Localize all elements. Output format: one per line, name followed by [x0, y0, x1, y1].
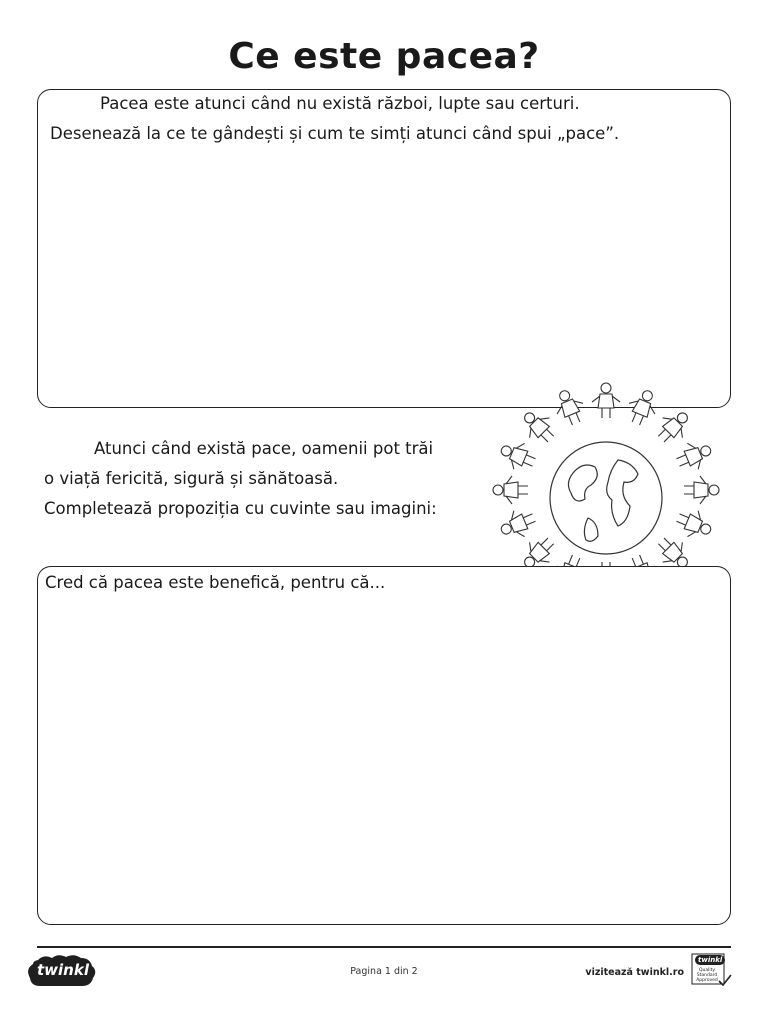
- person-figure: [673, 436, 716, 475]
- instruction-line-2: o viață fericită, sigură și sănătoasă.: [44, 469, 339, 488]
- answer-area[interactable]: [37, 566, 731, 925]
- page-title: Ce este pacea?: [228, 36, 540, 77]
- globe-people-illustration: [478, 378, 734, 596]
- instruction-line-1: Atunci când există pace, oamenii pot trăi: [94, 439, 434, 458]
- quality-badge: [689, 953, 733, 991]
- intro-line-2: Desenează la ce te gândești și cum te simți atunci când spui „pace”.: [50, 124, 620, 143]
- visit-link[interactable]: vizitează twinkl.ro: [585, 967, 684, 978]
- person-figure: [493, 476, 528, 504]
- intro-line-1: Pacea este atunci când nu există război, lupte sau certuri.: [100, 94, 580, 113]
- instruction-paragraph: [44, 434, 437, 524]
- person-figure: [592, 383, 620, 418]
- person-figure: [651, 404, 696, 449]
- page-number: Pagina 1 din 2: [350, 966, 418, 977]
- person-figure: [623, 386, 662, 429]
- badge-logo-text: twinkl: [695, 955, 725, 965]
- person-figure: [673, 505, 716, 544]
- instruction-line-3: Completează propoziția cu cuvinte sau imagini:: [44, 499, 437, 518]
- footer-divider: [37, 946, 731, 948]
- intro-paragraph: [50, 89, 619, 149]
- person-figure: [516, 404, 561, 449]
- badge-text: Quality Standard Approved: [696, 968, 718, 983]
- twinkl-logo-text: twinkl: [37, 961, 89, 979]
- person-figure: [496, 505, 539, 544]
- person-figure: [550, 386, 589, 429]
- answer-prompt: Cred că pacea este benefică, pentru că...: [45, 573, 386, 592]
- person-figure: [684, 476, 719, 504]
- person-figure: [496, 436, 539, 475]
